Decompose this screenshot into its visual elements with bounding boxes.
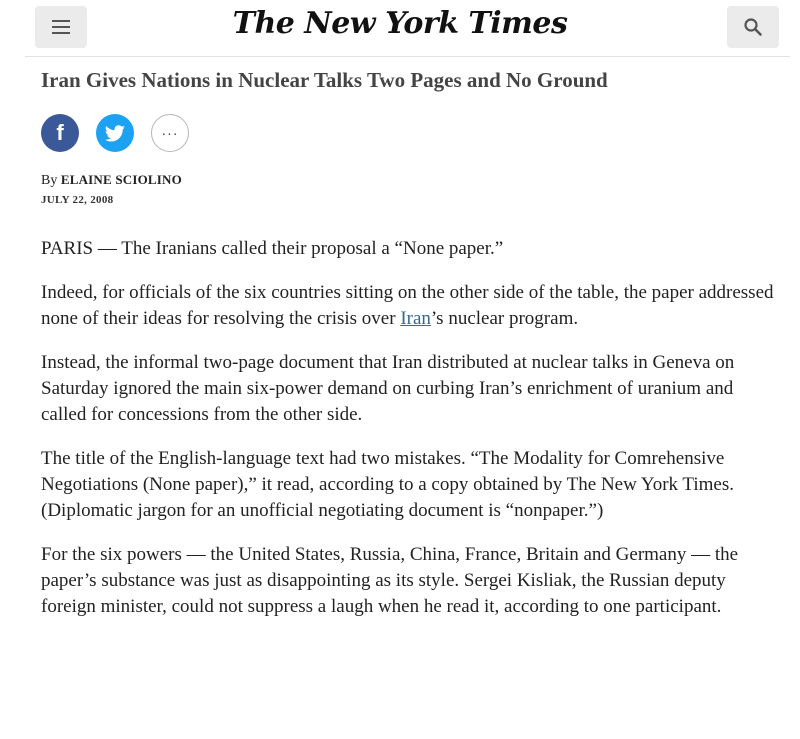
search-button[interactable] xyxy=(727,6,779,48)
paragraph-3: Instead, the informal two-page document that Iran distributed at nuclear talks in Geneva on Saturday ignored the main six-power demand on curbing Iran’s enrichment of uranium and called for concessions from the other side. xyxy=(41,352,735,425)
byline-prefix: By xyxy=(41,173,58,188)
more-share-options-button[interactable] xyxy=(151,114,189,152)
iran-topic-link[interactable]: Iran xyxy=(400,308,431,329)
share-tools xyxy=(41,114,189,152)
byline xyxy=(41,172,182,189)
paragraph-2: Indeed, for officials of the six countries sitting on the other side of the table, the paper addressed none of their ideas for resolving the crisis over Iran’s nuclear program. xyxy=(41,282,774,329)
paragraph-5: For the six powers — the United States, Russia, China, France, Britain and Germany — the paper’s substance was just as disappointing as its style. Sergei Kisliak, the Russian deputy foreign minister, could not suppress a laugh when he read it, according to one participant. xyxy=(41,544,739,617)
twitter-share-button[interactable] xyxy=(96,114,134,152)
nyt-logo[interactable]: The New York Times xyxy=(232,6,568,41)
twitter-icon xyxy=(105,125,125,142)
more-icon: ··· xyxy=(161,125,179,141)
author-name[interactable]: ELAINE SCIOLINO xyxy=(60,172,182,187)
search-icon xyxy=(743,17,763,37)
paragraph-4: The title of the English-language text had two mistakes. “The Modality for Comrehensive Negotiations (None paper),” it read, according to a copy obtained by The New York Times. (Diplomatic jargon for an unofficial negotiating document is “nonpaper.”) xyxy=(41,448,734,521)
facebook-icon: f xyxy=(56,120,64,145)
menu-button[interactable] xyxy=(35,6,87,48)
hamburger-menu-icon xyxy=(52,20,70,22)
publish-date: JULY 22, 2008 xyxy=(41,194,114,206)
site-header xyxy=(0,0,800,54)
facebook-share-button[interactable] xyxy=(41,114,79,152)
article-headline: Iran Gives Nations in Nuclear Talks Two Pages and No Ground xyxy=(41,68,608,92)
header-divider xyxy=(25,56,790,57)
paragraph-1: PARIS — The Iranians called their proposal a “None paper.” xyxy=(41,238,504,259)
article-body xyxy=(41,236,781,638)
